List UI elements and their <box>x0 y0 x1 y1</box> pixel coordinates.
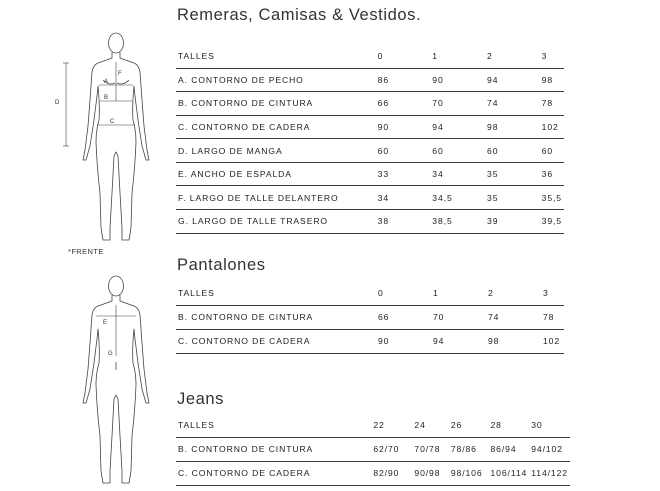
table-header-row <box>176 282 564 305</box>
table-row <box>176 115 564 139</box>
row-label: A. CONTORNO DE PECHO <box>176 68 376 92</box>
row-value: 78 <box>540 92 564 116</box>
row-value: 60 <box>430 139 485 163</box>
row-label: C. CONTORNO DE CADERA <box>176 461 371 485</box>
header-cell: 0 <box>376 45 431 68</box>
row-value: 66 <box>376 92 431 116</box>
row-value: 90 <box>376 329 431 353</box>
row-value: 38,5 <box>430 210 485 234</box>
body-figure-front <box>52 28 172 248</box>
row-value: 86/94 <box>489 437 530 461</box>
row-value: 35 <box>485 186 540 210</box>
table-row <box>176 92 564 116</box>
row-value: 70 <box>430 92 485 116</box>
header-cell: TALLES <box>176 282 376 305</box>
row-value: 70/78 <box>412 437 448 461</box>
row-value: 94 <box>431 329 486 353</box>
section-title-jeans: Jeans <box>177 390 225 408</box>
measure-label-g: G <box>108 351 113 357</box>
table-row <box>176 186 564 210</box>
row-value: 106/114 <box>489 461 530 485</box>
header-cell: TALLES <box>176 414 371 437</box>
row-value: 90 <box>376 115 431 139</box>
row-value: 98/106 <box>449 461 489 485</box>
frente-note: *FRENTE <box>68 247 104 256</box>
size-table-pantalones <box>176 282 564 354</box>
measure-label-d: D <box>55 100 60 106</box>
row-value: 39,5 <box>540 210 564 234</box>
row-value: 38 <box>376 210 431 234</box>
table-row <box>176 68 564 92</box>
row-label: C. CONTORNO DE CADERA <box>176 115 376 139</box>
row-value: 82/90 <box>371 461 412 485</box>
row-label: B. CONTORNO DE CINTURA <box>176 437 371 461</box>
table-row <box>176 329 564 353</box>
table-row <box>176 139 564 163</box>
header-cell: 1 <box>430 45 485 68</box>
header-cell: 22 <box>371 414 412 437</box>
row-value: 60 <box>540 139 564 163</box>
row-value: 86 <box>376 68 431 92</box>
row-value: 34 <box>430 162 485 186</box>
row-value: 94 <box>430 115 485 139</box>
header-cell: 28 <box>489 414 530 437</box>
measure-label-a: A <box>104 79 109 85</box>
header-cell: 2 <box>485 45 540 68</box>
row-value: 114/122 <box>529 461 570 485</box>
row-value: 34 <box>376 186 431 210</box>
row-label: B. CONTORNO DE CINTURA <box>176 92 376 116</box>
row-value: 90 <box>430 68 485 92</box>
measure-label-e: E <box>103 320 108 326</box>
row-value: 102 <box>541 329 564 353</box>
body-silhouette-back <box>52 270 172 490</box>
row-value: 102 <box>540 115 564 139</box>
row-value: 98 <box>486 329 541 353</box>
table-row <box>176 305 564 329</box>
row-value: 98 <box>540 68 564 92</box>
measure-label-c: C <box>110 119 115 125</box>
header-cell: 3 <box>541 282 564 305</box>
table-header-row <box>176 414 570 437</box>
row-label: G. LARGO DE TALLE TRASERO <box>176 210 376 234</box>
row-value: 98 <box>485 115 540 139</box>
header-cell: 0 <box>376 282 431 305</box>
row-label: B. CONTORNO DE CINTURA <box>176 305 376 329</box>
row-value: 60 <box>485 139 540 163</box>
header-cell: 30 <box>529 414 570 437</box>
row-value: 94 <box>485 68 540 92</box>
row-value: 74 <box>486 305 541 329</box>
size-table-jeans <box>176 414 570 486</box>
row-value: 70 <box>431 305 486 329</box>
size-table-remeras <box>176 45 564 234</box>
row-value: 78/86 <box>449 437 489 461</box>
row-label: D. LARGO DE MANGA <box>176 139 376 163</box>
header-cell: 2 <box>486 282 541 305</box>
row-value: 94/102 <box>529 437 570 461</box>
row-value: 60 <box>376 139 431 163</box>
row-label: C. CONTORNO DE CADERA <box>176 329 376 353</box>
body-silhouette-front <box>52 28 172 248</box>
row-value: 34,5 <box>430 186 485 210</box>
section-title-remeras: Remeras, Camisas & Vestidos. <box>177 6 422 24</box>
section-title-pantalones: Pantalones <box>177 256 266 274</box>
measure-label-b: B <box>104 95 109 101</box>
row-value: 35 <box>485 162 540 186</box>
body-figure-back <box>52 270 172 490</box>
header-cell: 24 <box>412 414 448 437</box>
row-value: 78 <box>541 305 564 329</box>
header-cell: 1 <box>431 282 486 305</box>
row-value: 62/70 <box>371 437 412 461</box>
measure-label-f: F <box>118 71 122 77</box>
header-cell: 3 <box>540 45 564 68</box>
row-value: 74 <box>485 92 540 116</box>
row-value: 33 <box>376 162 431 186</box>
table-row <box>176 162 564 186</box>
table-header-row <box>176 45 564 68</box>
row-value: 90/98 <box>412 461 448 485</box>
table-row <box>176 437 570 461</box>
table-row <box>176 210 564 234</box>
row-value: 35,5 <box>540 186 564 210</box>
row-label: E. ANCHO DE ESPALDA <box>176 162 376 186</box>
header-cell: 26 <box>449 414 489 437</box>
row-value: 36 <box>540 162 564 186</box>
table-row <box>176 461 570 485</box>
row-value: 39 <box>485 210 540 234</box>
header-cell: TALLES <box>176 45 376 68</box>
row-label: F. LARGO DE TALLE DELANTERO <box>176 186 376 210</box>
row-value: 66 <box>376 305 431 329</box>
